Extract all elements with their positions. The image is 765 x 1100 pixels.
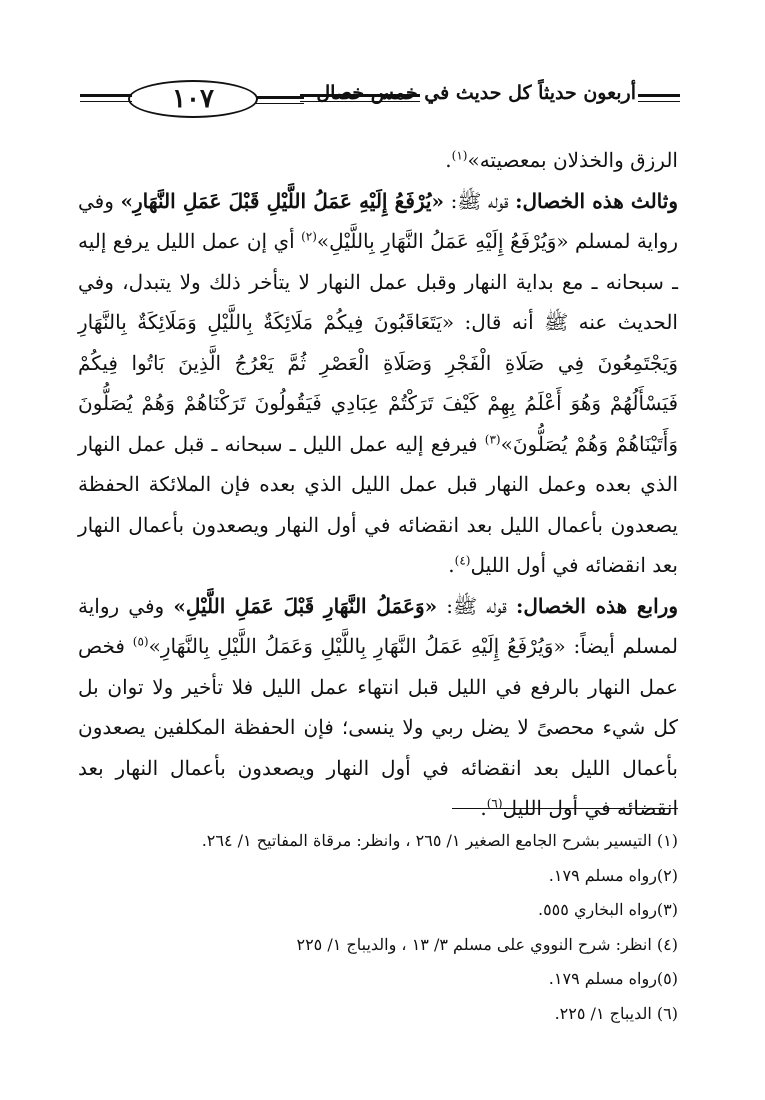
paragraph-2-text-3: فيرفع إليه عمل الليل ـ سبحانه ـ قبل عمل النهار الذي بعده وعمل النهار قبل عمل الليل الذي بعده فإن الملائكة الحفظة يصعدون بأعمال الليل بعد انقضائه في أول النهار ويصعدون بأعمال النهار بعد انقضائه في أول الليل — [78, 431, 678, 577]
paragraph-3 — [78, 586, 678, 829]
footnote-ref-4: (٤) — [454, 553, 471, 568]
paragraph-1 — [78, 140, 678, 181]
header-rule-left — [80, 94, 132, 102]
page-header — [80, 78, 680, 118]
footnote-2: (٢)رواه مسلم ١٧٩. — [548, 865, 678, 885]
paragraph-2-lead: وثالث هذه الخصال: — [515, 188, 678, 213]
footnote-6: (٦) الديباج ١/ ٢٢٥. — [554, 1003, 678, 1023]
footnote-ref-3: (٣) — [484, 431, 501, 446]
paragraph-2-quote: «يُرْفَعُ إِلَيْهِ عَمَلُ اللَّيْلِ قَبْلَ عَمَلِ النَّهَارِ» — [120, 188, 444, 213]
paragraph-3-quote: «وَعَمَلُ النَّهَارِ قَبْلَ عَمَلِ اللَّيْلِ» — [173, 593, 438, 618]
footnote-1: (١) التيسير بشرح الجامع الصغير ١/ ٢٦٥ ، وانظر: مرقاة المفاتيح ١/ ٢٦٤. — [201, 831, 678, 850]
paragraph-2-intro: قوله ﷺ: — [443, 188, 516, 213]
paragraph-3-text-2: فخص عمل النهار بالرفع في الليل قبل انتهاء عمل الليل فلا تأخير ولا توان بل كل شيء محصىً لا يضل ربي ولا ينسى؛ فإن الحفظة المكلفين يصعدون بأعمال الليل بعد انقضائه في أول النهار ويصعدون بأعمال النهار بعد انقضائه في أول الليل — [78, 634, 678, 820]
footnotes — [150, 824, 678, 1031]
paragraph-1-text: الرزق والخذلان بمعصيته» — [467, 148, 678, 172]
header-rule-right — [638, 94, 680, 102]
paragraph-2-text-1: وفي رواية لمسلم «وَيُرْفَعُ إِلَيْهِ عَمَلُ النَّهَارِ بِاللَّيْلِ» — [78, 188, 678, 253]
footnote-4: (٤) انظر: شرح النووي على مسلم ٣/ ١٣ ، والديباج ١/ ٢٢٥ — [296, 934, 678, 954]
footnote-3: (٣)رواه البخاري ٥٥٥. — [537, 900, 678, 919]
paragraph-3-end: . — [480, 796, 487, 820]
page-number: ١٠٧ — [128, 80, 258, 118]
paragraph-3-intro: قوله ﷺ: — [437, 593, 516, 618]
footnote-5: (٥)رواه مسلم ١٧٩. — [548, 969, 678, 988]
footnote-ref-1: (١) — [451, 148, 468, 163]
footnote-ref-6: (٦) — [486, 796, 503, 811]
paragraph-3-lead: ورابع هذه الخصال: — [515, 593, 678, 618]
footnote-ref-5: (٥) — [132, 634, 149, 649]
paragraph-2-end: . — [448, 553, 455, 577]
paragraph-3-text-1: وفي رواية لمسلم أيضاً: «وَيُرْفَعُ إِلَيْهِ عَمَلُ النَّهَارِ بِاللَّيْلِ وَعَمَلُ اللَّيْلِ بِالنَّهَارِ» — [78, 593, 678, 658]
main-text — [78, 140, 678, 829]
footnote-ref-2: (٢) — [301, 229, 317, 244]
paragraph-2-text-2: أي إن عمل الليل يرفع إليه ـ سبحانه ـ مع بداية النهار وقبل عمل النهار لا يتأخر ذلك ولا يتبدل، وفي الحديث عنه ﷺ أنه قال: «يَتَعَاقَبُونَ فِيكُمْ مَلَائِكَةٌ بِاللَّيْلِ وَمَلَائِكَةٌ بِالنَّهَارِ وَيَجْتَمِعُونَ فِي صَلَاةِ الْفَجْرِ وَصَلَاةِ الْعَصْرِ ثُمَّ يَعْرُجُ الَّذِينَ بَاتُوا فِيكُمْ فَيَسْأَلُهُمْ وَهُوَ أَعْلَمُ بِهِمْ كَيْفَ تَرَكْتُمْ عِبَادِي فَيَقُولُونَ تَرَكْنَاهُمْ وَهُمْ يُصَلُّونَ وَأَتَيْنَاهُمْ وَهُمْ يُصَلُّونَ» — [78, 229, 678, 456]
paragraph-1-end: . — [445, 148, 452, 172]
running-title: أربعون حديثاً كل حديث في خمس خصال — [316, 82, 636, 104]
footnote-separator — [452, 808, 678, 809]
paragraph-2 — [78, 181, 678, 586]
